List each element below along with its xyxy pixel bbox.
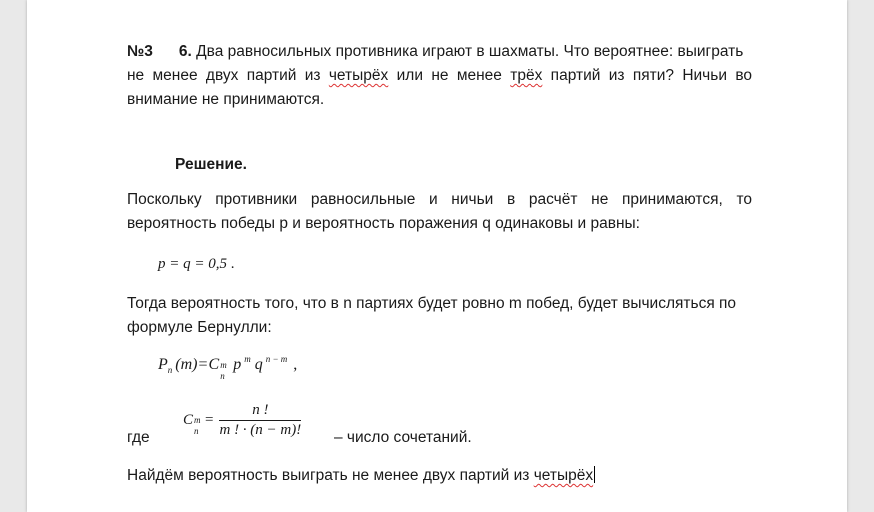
paragraph-2-line-1: Тогда вероятность того, что в n партиях будет ровно m побед, будет вычисляться по bbox=[127, 295, 737, 312]
paragraph-1-line-1: Поскольку противники равносильные и ничьи в расчёт не принимаются, то bbox=[127, 191, 752, 208]
solution-heading: Решение. bbox=[175, 156, 247, 173]
misspelled-word[interactable]: трёх bbox=[510, 67, 543, 84]
problem-text-1: Два равносильных противника играют в шахматы. Что вероятнее: выиграть bbox=[196, 43, 744, 60]
problem-number: №3 bbox=[127, 43, 153, 60]
where-label: где bbox=[127, 429, 150, 446]
bernoulli-formula: $P_n$ (m)=C m n p $^m$ q $^{n - m}$ , bbox=[158, 354, 298, 381]
misspelled-word[interactable]: четырёх bbox=[328, 67, 389, 84]
paragraph-2-line-2: формуле Бернулли: bbox=[127, 319, 272, 336]
fraction: $\frac{n !}{m ! \cdot (n - m)!}$ bbox=[219, 402, 302, 438]
combination-caption: – число сочетаний. bbox=[334, 429, 472, 446]
equation-p-q: p = q = 0,5 . bbox=[158, 256, 235, 272]
last-line: Найдём вероятность выиграть не менее двух партий из четырёх bbox=[127, 467, 594, 484]
paragraph-1-line-2: вероятность победы p и вероятность поражения q одинаковы и равны: bbox=[127, 215, 640, 232]
misspelled-word[interactable]: четырёх bbox=[533, 467, 594, 484]
text-cursor bbox=[594, 466, 595, 483]
problem-line-3: внимание не принимаются. bbox=[127, 91, 325, 108]
problem-line-2: не менее двух партий из четырёх или не менее трёх партий из пяти? Ничьи во bbox=[127, 67, 753, 84]
combination-formula: C m n = $\frac{n !}{m ! \cdot (n - m)!}$ bbox=[183, 402, 302, 438]
problem-index: 6. bbox=[178, 43, 192, 60]
problem-line-1 bbox=[127, 40, 752, 64]
document-page[interactable] bbox=[27, 0, 847, 512]
